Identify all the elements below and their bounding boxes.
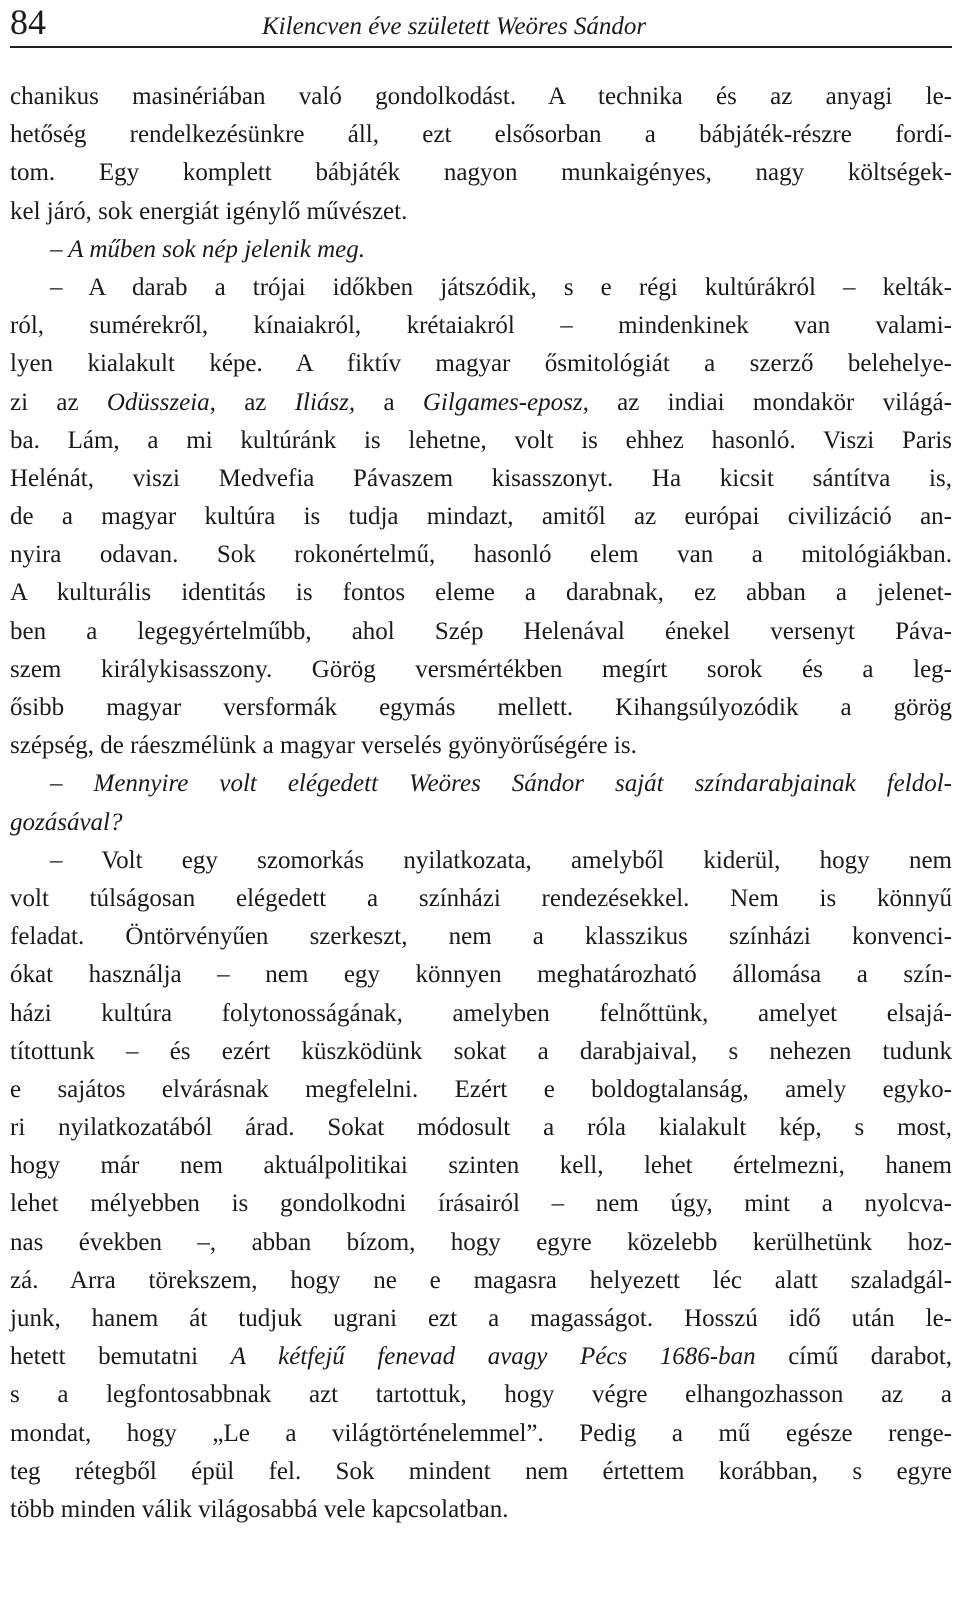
text-span: junk, hanem át tudjuk ugrani ezt a magasságot. Hosszú idő után le- bbox=[10, 1305, 952, 1332]
text-span: a bbox=[355, 388, 423, 416]
italic-text-span: A kétfejű fenevad avagy Pécs 1686-ban bbox=[230, 1343, 756, 1371]
italic-text-span: – Mennyire volt elégedett Weöres Sándor saját színdarabjainak feldol- bbox=[50, 770, 952, 798]
text-line bbox=[10, 193, 952, 231]
header-rule bbox=[10, 46, 952, 48]
italic-text-span: gozásával? bbox=[10, 808, 123, 836]
text-line bbox=[10, 574, 952, 612]
page-number: 84 bbox=[10, 2, 46, 42]
text-span: hogy már nem aktuálpolitikai szinten kell, lehet értelmezni, hanem bbox=[10, 1152, 952, 1180]
text-span: títottunk – és ezért küszködünk sokat a darabjaival, s nehezen tudunk bbox=[10, 1037, 952, 1065]
text-span: az indiai mondakör világá- bbox=[588, 388, 952, 416]
text-span: tom. Egy komplett bábjáték nagyon munkaigényes, nagy költségek- bbox=[10, 159, 952, 187]
text-line bbox=[10, 842, 952, 880]
text-span: szépség, de ráeszmélünk a magyar verselés gyönyörűségére is. bbox=[10, 732, 637, 760]
text-line bbox=[10, 1033, 952, 1071]
text-line bbox=[10, 1376, 952, 1414]
italic-text-span: – A műben sok nép jelenik meg. bbox=[50, 235, 365, 263]
text-line bbox=[10, 880, 952, 918]
text-line bbox=[10, 384, 952, 422]
text-span: szem királykisasszony. Görög versmértékben megírt sorok és a leg- bbox=[10, 655, 952, 683]
text-line bbox=[10, 1185, 952, 1223]
text-span: mondat, hogy „Le a világtörténelemmel”. Pedig a mű egésze renge- bbox=[10, 1419, 952, 1447]
text-span: zá. Arra törekszem, hogy ne e magasra helyezett léc alatt szaladgál- bbox=[10, 1266, 952, 1294]
text-span: Helénát, viszi Medvefia Pávaszem kisasszonyt. Ha kicsit sántítva is, bbox=[10, 464, 952, 492]
text-span: ri nyilatkozatából árad. Sokat módosult a róla kialakult kép, s most, bbox=[10, 1114, 952, 1142]
text-span: – A darab a trójai időkben játszódik, s e régi kultúrákról – kelták- bbox=[50, 273, 952, 301]
text-span: című darabot, bbox=[755, 1343, 953, 1371]
text-line bbox=[10, 1300, 952, 1338]
text-line bbox=[10, 956, 952, 994]
text-line bbox=[10, 231, 952, 269]
italic-text-span: Odüsszeia, bbox=[106, 388, 216, 416]
text-span: ben a legegyértelműbb, ahol Szép Helenával énekel versenyt Páva- bbox=[10, 617, 952, 645]
text-span: az bbox=[215, 388, 295, 416]
text-span: – Volt egy szomorkás nyilatkozata, amelyből kiderül, hogy nem bbox=[50, 846, 952, 874]
text-line bbox=[10, 1491, 952, 1529]
body-text bbox=[10, 78, 952, 1529]
text-span: nas években –, abban bízom, hogy egyre közelebb kerülhetünk hoz- bbox=[10, 1228, 952, 1256]
text-span: házi kultúra folytonosságának, amelyben felnőttünk, amelyet elsajá- bbox=[10, 999, 952, 1027]
text-line bbox=[10, 765, 952, 803]
text-line bbox=[10, 345, 952, 383]
text-line bbox=[10, 422, 952, 460]
text-span: de a magyar kultúra is tudja mindazt, amitől az európai civilizáció an- bbox=[10, 503, 952, 531]
text-span: zi az bbox=[10, 388, 107, 416]
text-span: lyen kialakult képe. A fiktív magyar ősmitológiát a szerző belehelye- bbox=[10, 350, 952, 378]
text-span: több minden válik világosabbá vele kapcsolatban. bbox=[10, 1495, 509, 1523]
text-line bbox=[10, 78, 952, 116]
text-line bbox=[10, 460, 952, 498]
text-line bbox=[10, 307, 952, 345]
text-line bbox=[10, 269, 952, 307]
text-span: e sajátos elvárásnak megfelelni. Ezért e boldogtalanság, amely egyko- bbox=[10, 1075, 952, 1103]
text-span: volt túlságosan elégedett a színházi rendezésekkel. Nem is könnyű bbox=[10, 884, 952, 912]
text-span: s a legfontosabbnak azt tartottuk, hogy végre elhangozhasson az a bbox=[10, 1381, 952, 1409]
text-line bbox=[10, 1262, 952, 1300]
text-line bbox=[10, 536, 952, 574]
text-line bbox=[10, 116, 952, 154]
text-line bbox=[10, 804, 952, 842]
text-span: A kulturális identitás is fontos eleme a darabnak, ez abban a jelenet- bbox=[10, 579, 952, 607]
text-span: lehet mélyebben is gondolkodni írásairól – nem úgy, mint a nyolcva- bbox=[10, 1190, 952, 1218]
text-line bbox=[10, 498, 952, 536]
text-span: hetőség rendelkezésünkre áll, ezt elsősorban a bábjáték-részre fordí- bbox=[10, 121, 952, 149]
text-span: ról, sumérekről, kínaiakról, krétaiakról – mindenkinek van valami- bbox=[10, 312, 952, 340]
text-line bbox=[10, 727, 952, 765]
text-span: ba. Lám, a mi kultúránk is lehetne, volt is ehhez hasonló. Viszi Paris bbox=[10, 426, 952, 454]
text-span: ősibb magyar versformák egymás mellett. Kihangsúlyozódik a görög bbox=[10, 694, 952, 721]
text-span: feladat. Öntörvényűen szerkeszt, nem a klasszikus színházi konvenci- bbox=[10, 923, 952, 951]
text-line bbox=[10, 154, 952, 192]
running-title: Kilencven éve született Weöres Sándor bbox=[262, 13, 647, 40]
text-span: teg rétegből épül fel. Sok mindent nem értettem korábban, s egyre bbox=[10, 1457, 952, 1485]
text-line bbox=[10, 1071, 952, 1109]
text-line bbox=[10, 1415, 952, 1453]
text-span: kel járó, sok energiát igénylő művészet. bbox=[10, 197, 408, 225]
text-line bbox=[10, 1147, 952, 1185]
text-span: nyira odavan. Sok rokonértelmű, hasonló elem van a mitológiákban. bbox=[10, 541, 952, 569]
text-line bbox=[10, 1109, 952, 1147]
text-line bbox=[10, 651, 952, 689]
text-span: hetett bemutatni bbox=[10, 1343, 231, 1371]
text-line bbox=[10, 1453, 952, 1491]
page-header bbox=[0, 0, 960, 52]
italic-text-span: Gilgames-eposz, bbox=[422, 388, 589, 416]
text-line bbox=[10, 918, 952, 956]
text-line bbox=[10, 995, 952, 1033]
text-span: ókat használja – nem egy könnyen meghatározható állomása a szín- bbox=[10, 961, 952, 989]
text-span: chanikus masinériában való gondolkodást. A technika és az anyagi le- bbox=[10, 83, 952, 110]
text-line bbox=[10, 1224, 952, 1262]
text-line bbox=[10, 1338, 952, 1376]
text-line bbox=[10, 613, 952, 651]
italic-text-span: Iliász, bbox=[294, 388, 356, 416]
text-line bbox=[10, 689, 952, 727]
